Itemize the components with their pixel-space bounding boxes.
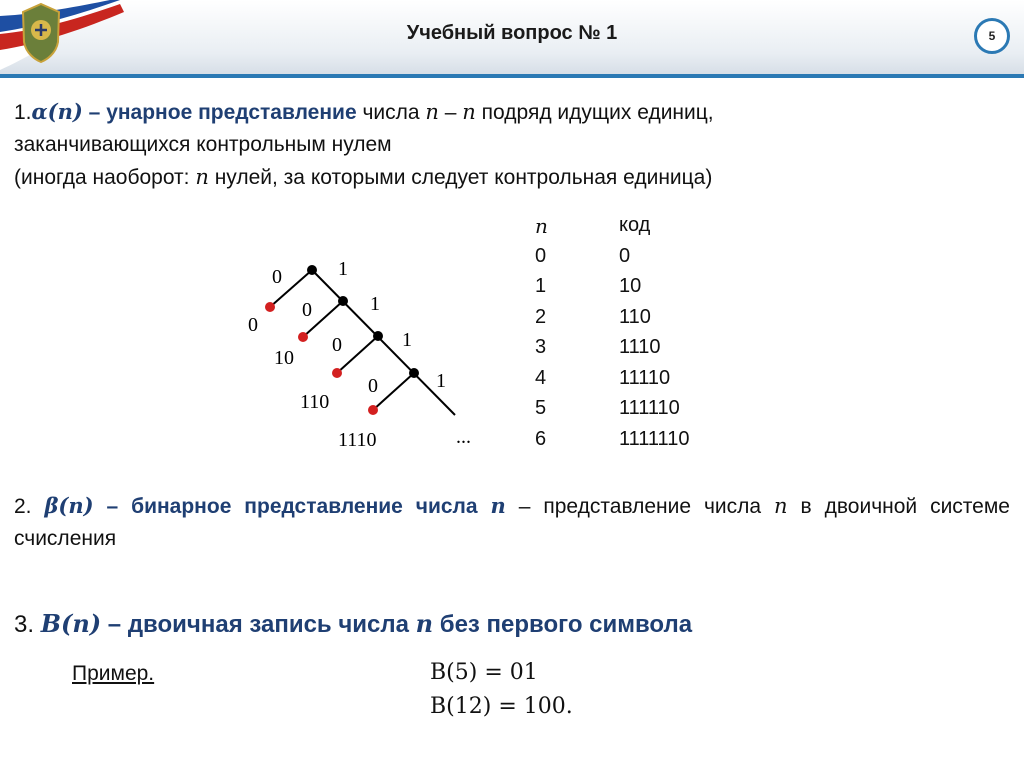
tree-leaf (298, 332, 308, 342)
edge-label-0: 0 (302, 299, 312, 321)
table-row: 6 1111110 (535, 427, 690, 450)
tree-leaf (265, 302, 275, 312)
edge-label-1: 1 (402, 329, 412, 351)
header-divider (0, 74, 1024, 78)
table-row: 1 10 (535, 275, 642, 297)
table-row: 4 11110 (535, 366, 671, 389)
example-formula-1: B(5) = 01 (430, 660, 538, 685)
edge-label-1: 1 (436, 370, 446, 392)
page-number-badge: 5 (974, 18, 1010, 54)
example-label: Пример. (72, 662, 155, 685)
page-title: Учебный вопрос № 1 (406, 22, 618, 44)
edge-label-1: 1 (338, 258, 348, 280)
tree-node (338, 296, 348, 306)
tree-node (373, 331, 383, 341)
unary-code-table (535, 214, 689, 458)
unary-code-tree (240, 245, 490, 465)
item-unary-line3: (иногда наоборот: n нулей, за которыми следует контрольная единица) (14, 165, 713, 189)
leaf-code: 1110 (338, 429, 377, 451)
edge-label-0: 0 (332, 334, 342, 356)
leaf-code: 0 (248, 314, 258, 336)
item-binary-without-first: 3. B(n) – двоичная запись числа n без первого символа (14, 609, 693, 638)
example-formula-2: B(12) = 100. (430, 694, 573, 719)
table-row: 2 110 (535, 305, 651, 328)
alpha-symbol: α(n) (31, 99, 83, 124)
table-header-row: n код (535, 214, 651, 238)
binary-term: бинарное представление числа (131, 495, 478, 518)
edge-label-0: 0 (272, 266, 282, 288)
item-binary: 2. β(n) – бинарное представление числа n – представление числа n в двоичной системе счисления (14, 493, 1010, 550)
edge-label-0: 0 (368, 375, 378, 397)
slide-header (0, 0, 1024, 88)
tree-leaf (332, 368, 342, 378)
item-unary-line1: 1.α(n) – унарное представление числа n – n подряд идущих единиц, (14, 99, 714, 124)
item-unary-line2: заканчивающихся контрольным нулем (14, 133, 392, 156)
tree-node (409, 368, 419, 378)
leaf-code: 110 (300, 391, 330, 413)
item-unary (14, 96, 1014, 194)
tree-node (307, 265, 317, 275)
beta-symbol: β(n) (44, 493, 94, 518)
table-row: 3 1110 (535, 336, 661, 358)
table-row: 5 111110 (535, 397, 680, 419)
table-row: 0 0 (535, 244, 631, 267)
unary-term: унарное представление (106, 101, 357, 124)
tree-ellipsis: ... (456, 426, 471, 448)
tree-leaf (368, 405, 378, 415)
edge-label-1: 1 (370, 293, 380, 315)
b-symbol: B(n) (40, 609, 102, 638)
leaf-code: 10 (274, 347, 294, 369)
